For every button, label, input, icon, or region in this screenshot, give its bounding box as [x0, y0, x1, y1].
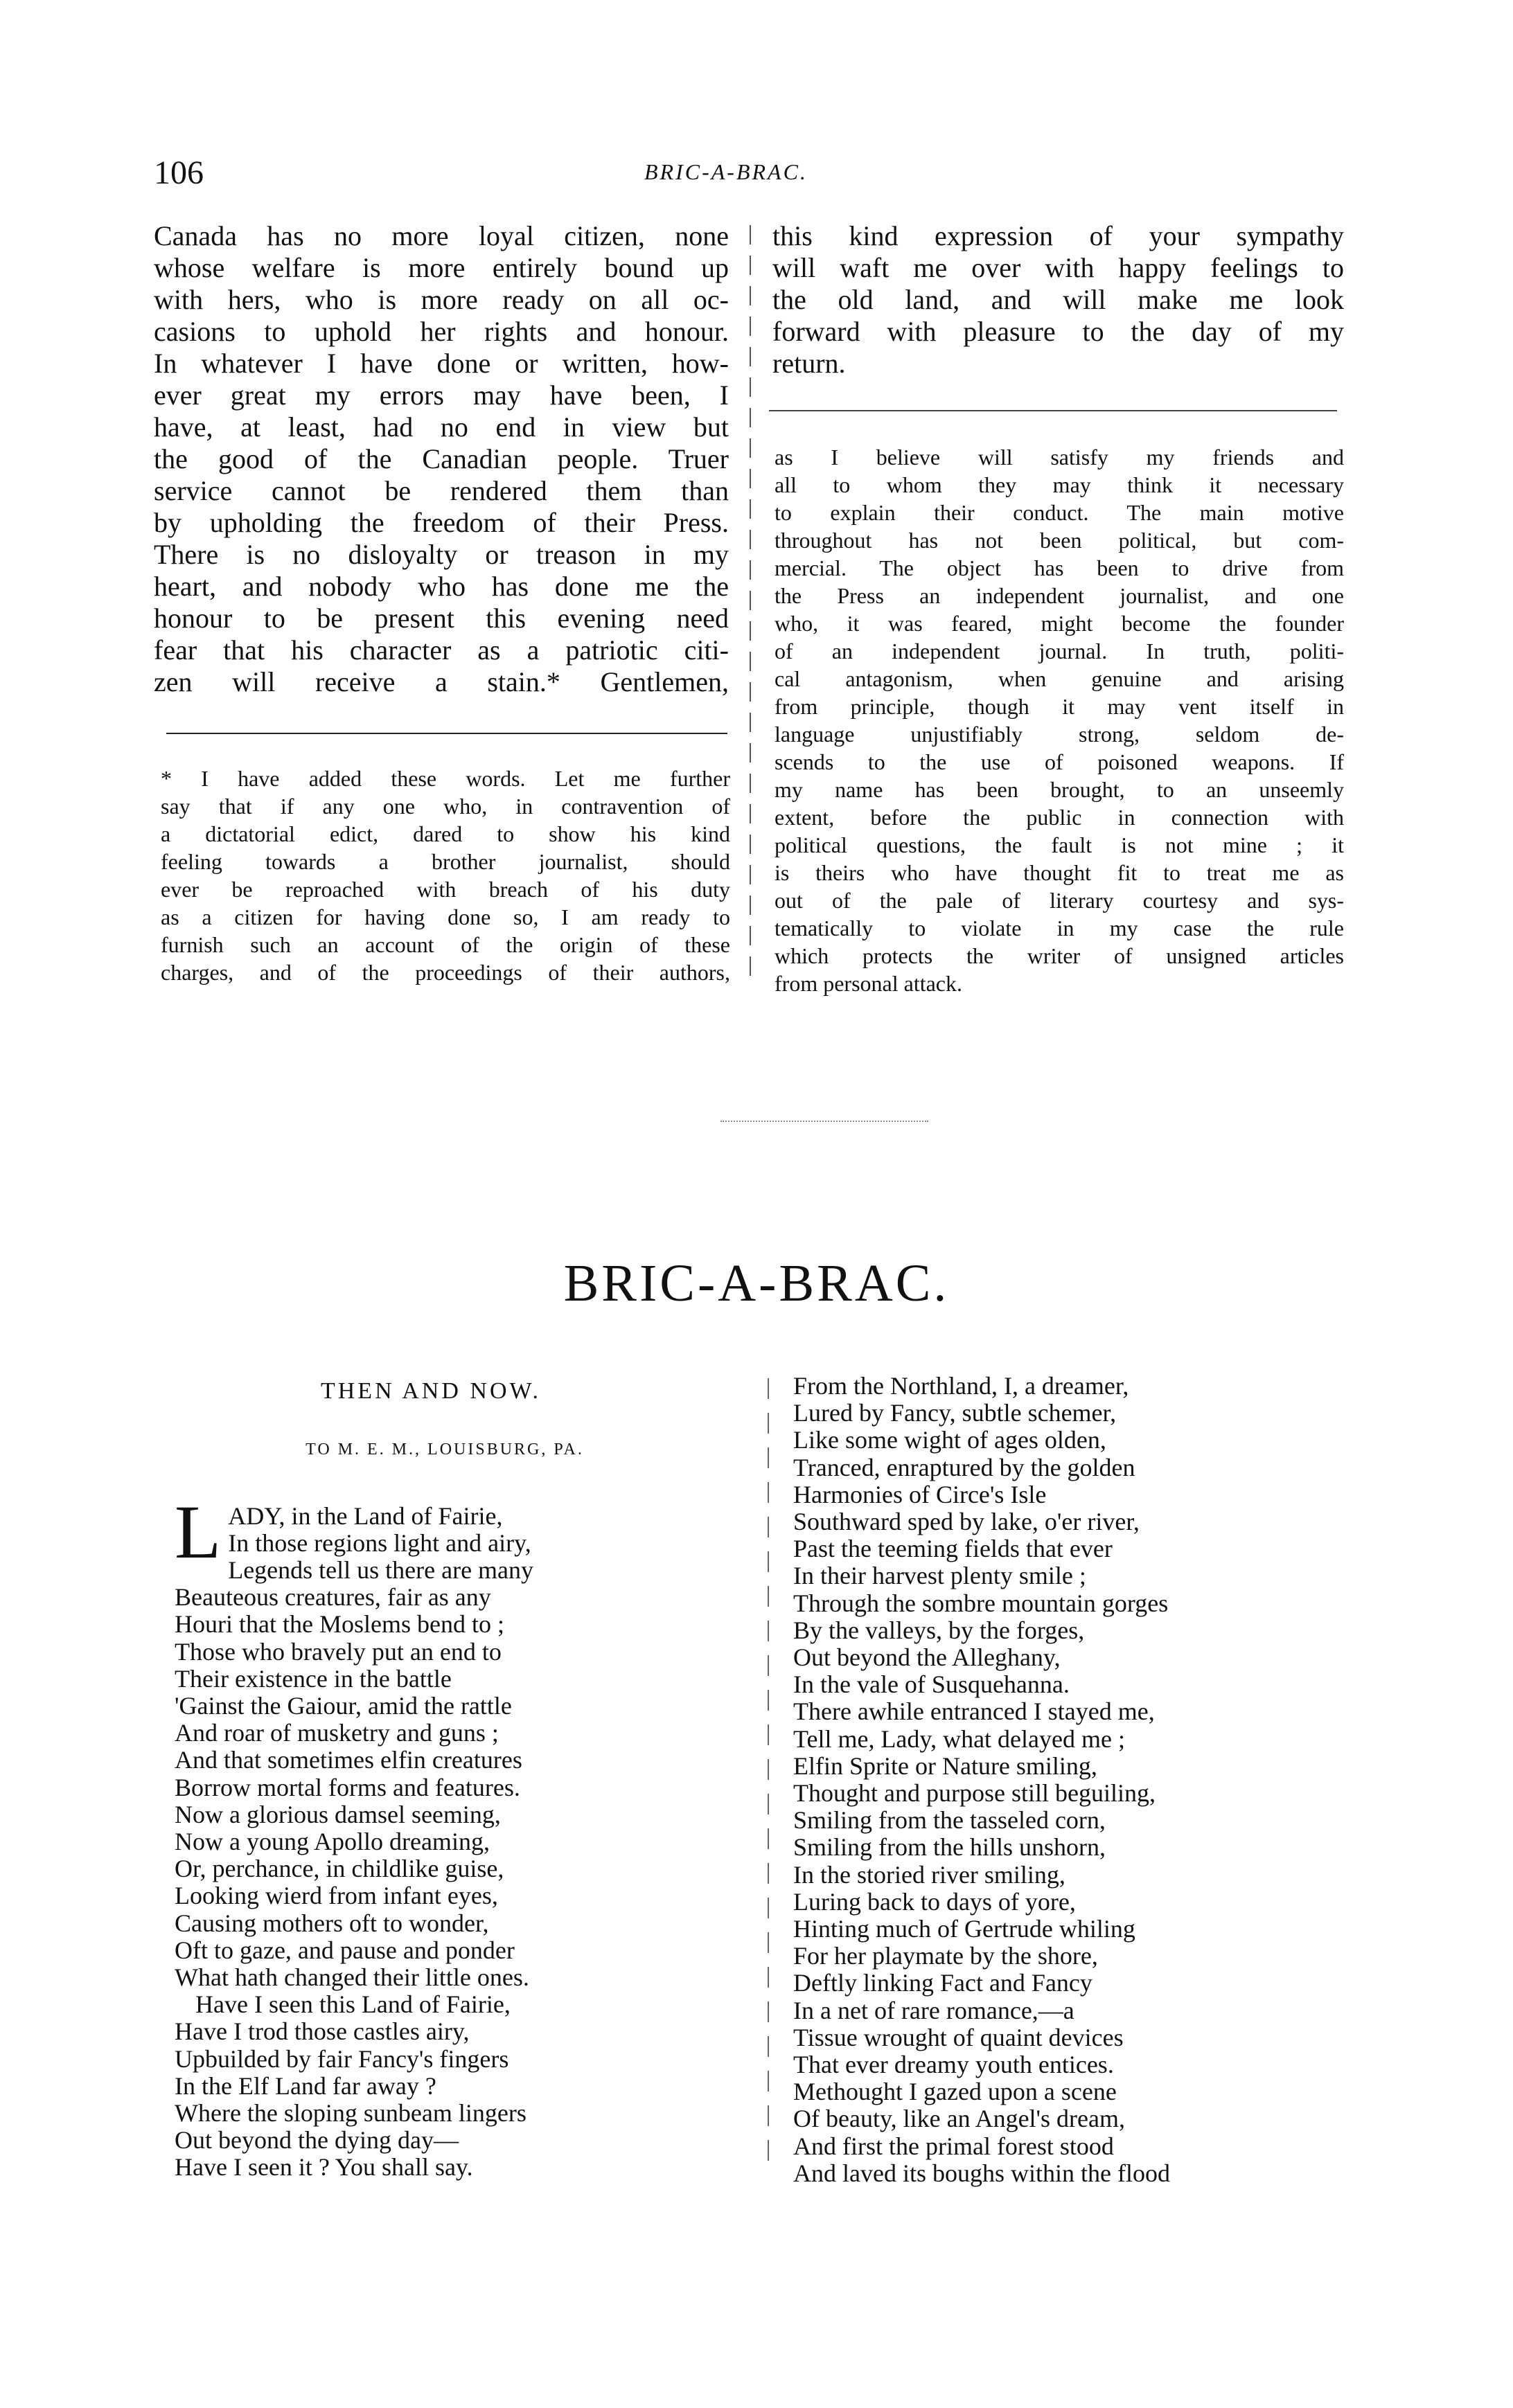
- footnote-line: who, it was feared, might become the founder: [775, 611, 1344, 636]
- poem-line: Methought I gazed upon a scene: [793, 2078, 1117, 2106]
- poem-title: THEN AND NOW.: [320, 1378, 541, 1404]
- poem-line: Thought and purpose still beguiling,: [793, 1779, 1156, 1808]
- poem-line: In the Elf Land far away ?: [175, 2071, 436, 2100]
- footnote-rule-right: [769, 410, 1337, 411]
- right-line: forward with pleasure to the day of my: [772, 316, 1344, 347]
- poem-dedication: TO M. E. M., LOUISBURG, PA.: [306, 1441, 584, 1459]
- poem-left-column: [175, 1490, 743, 2182]
- poem-line: Lured by Fancy, subtle schemer,: [793, 1399, 1117, 1427]
- footnote-line: throughout has not been political, but com-: [775, 528, 1344, 553]
- footnote-line: language unjustifiably strong, seldom de-: [775, 722, 1344, 747]
- footnote-line: from personal attack.: [775, 971, 962, 996]
- poem-line: Hinting much of Gertrude whiling: [793, 1915, 1135, 1943]
- poem-line: And first the primal forest stood: [793, 2132, 1114, 2160]
- left-line: ever great my errors may have been, I: [154, 380, 729, 411]
- poem-line: Smiling from the hills unshorn,: [793, 1833, 1106, 1862]
- footnote-line: feeling towards a brother journalist, should: [161, 849, 730, 874]
- footnote-line: ever be reproached with breach of his duty: [161, 877, 730, 902]
- poem-line: Tell me, Lady, what delayed me ;: [793, 1724, 1125, 1753]
- footnote-line: out of the pale of literary courtesy and sys-: [775, 888, 1344, 913]
- left-line: with hers, who is more ready on all oc-: [154, 284, 729, 315]
- poem-line: Looking wierd from infant eyes,: [175, 1882, 498, 1910]
- left-line: fear that his character as a patriotic citi-: [154, 634, 729, 666]
- footnote-line: as a citizen for having done so, I am ready to: [161, 904, 730, 929]
- column-divider: [750, 225, 751, 980]
- poem-line: Those who bravely put an end to: [175, 1637, 502, 1666]
- left-column-text: [154, 220, 729, 698]
- footnote-line: from principle, though it may vent itself in: [775, 694, 1344, 719]
- poem-line: Houri that the Moslems bend to ;: [175, 1610, 504, 1639]
- right-footnote: [775, 443, 1344, 997]
- poem-line: Causing mothers oft to wonder,: [175, 1909, 489, 1937]
- poem-line: Out beyond the Alleghany,: [793, 1643, 1061, 1672]
- poem-line: Upbuilded by fair Fancy's fingers: [175, 2044, 509, 2073]
- footnote-line: mercial. The object has been to drive from: [775, 555, 1344, 580]
- footnote-line: as I believe will satisfy my friends and: [775, 445, 1344, 470]
- poem-line: In those regions light and airy,: [228, 1529, 531, 1558]
- footnote-line: the Press an independent journalist, and one: [775, 583, 1344, 608]
- poem-line: Now a young Apollo dreaming,: [175, 1828, 490, 1856]
- poem-line: And laved its boughs within the flood: [793, 2159, 1170, 2187]
- poem-line: In the storied river smiling,: [793, 1860, 1065, 1889]
- poem-line: Have I trod those castles airy,: [175, 2017, 470, 2046]
- footnote-line: extent, before the public in connection with: [775, 805, 1344, 830]
- right-line: the old land, and will make me look: [772, 284, 1344, 315]
- left-line: have, at least, had no end in view but: [154, 411, 729, 443]
- poem-line: In a net of rare romance,—a: [793, 1996, 1074, 2024]
- footnote-line: furnish such an account of the origin of these: [161, 932, 730, 957]
- left-line: by upholding the freedom of their Press.: [154, 507, 729, 538]
- poem-line: Elfin Sprite or Nature smiling,: [793, 1751, 1097, 1780]
- poem-line: In the vale of Susquehanna.: [793, 1670, 1070, 1699]
- poem-line: Legends tell us there are many: [228, 1556, 534, 1584]
- left-line: casions to uphold her rights and honour.: [154, 316, 729, 347]
- footnote-line: of an independent journal. In truth, politi-: [775, 639, 1344, 663]
- poem-line: Beauteous creatures, fair as any: [175, 1583, 491, 1612]
- poem-line: Oft to gaze, and pause and ponder: [175, 1936, 515, 1964]
- footnote-line: a dictatorial edict, dared to show his kind: [161, 821, 730, 846]
- page-number: 106: [154, 154, 204, 191]
- left-footnote: [161, 765, 730, 986]
- left-line: Canada has no more loyal citizen, none: [154, 220, 729, 251]
- poem-line: Southward sped by lake, o'er river,: [793, 1508, 1140, 1536]
- left-line: honour to be present this evening need: [154, 603, 729, 634]
- running-title: BRIC-A-BRAC.: [644, 159, 808, 184]
- poem-line: Luring back to days of yore,: [793, 1887, 1076, 1916]
- poem-line: And that sometimes elfin creatures: [175, 1746, 522, 1774]
- poem-line: Through the sombre mountain gorges: [793, 1589, 1169, 1617]
- left-line: zen will receive a stain.* Gentlemen,: [154, 666, 729, 697]
- footnote-line: is theirs who have thought fit to treat me as: [775, 860, 1344, 885]
- footnote-line: scends to the use of poisoned weapons. If: [775, 749, 1344, 774]
- poem-line: By the valleys, by the forges,: [793, 1616, 1085, 1644]
- left-line: heart, and nobody who has done me the: [154, 571, 729, 602]
- right-line: will waft me over with happy feelings to: [772, 252, 1344, 283]
- poem-line: Where the sloping sunbeam lingers: [175, 2099, 527, 2128]
- footnote-line: * I have added these words. Let me further: [161, 766, 730, 791]
- poem-line: There awhile entranced I stayed me,: [793, 1697, 1155, 1726]
- poem-line: In their harvest plenty smile ;: [793, 1562, 1086, 1590]
- footnote-line: say that if any one who, in contravention of: [161, 794, 730, 819]
- poem-line: Borrow mortal forms and features.: [175, 1773, 520, 1801]
- poem-line: Past the teeming fields that ever: [793, 1535, 1113, 1563]
- left-line: the good of the Canadian people. Truer: [154, 443, 729, 474]
- poem-line: Like some wight of ages olden,: [793, 1426, 1106, 1454]
- poem-line: ADY, in the Land of Fairie,: [228, 1502, 503, 1530]
- poem-right-column: [793, 1373, 1361, 2187]
- footnote-line: all to whom they may think it necessary: [775, 472, 1344, 497]
- poem-line: 'Gainst the Gaiour, amid the rattle: [175, 1692, 512, 1720]
- footnote-line: which protects the writer of unsigned articles: [775, 943, 1344, 968]
- poem-line: From the Northland, I, a dreamer,: [793, 1372, 1129, 1400]
- poem-line: Tissue wrought of quaint devices: [793, 2023, 1124, 2051]
- footnote-line: tematically to violate in my case the rule: [775, 916, 1344, 940]
- right-line: return.: [772, 348, 846, 379]
- poem-line: Smiling from the tasseled corn,: [793, 1806, 1106, 1835]
- poem-line: And roar of musketry and guns ;: [175, 1719, 499, 1747]
- poem-line: That ever dreamy youth entices.: [793, 2051, 1114, 2079]
- poem-line: Out beyond the dying day—: [175, 2126, 459, 2155]
- footnote-line: political questions, the fault is not mine ; it: [775, 832, 1344, 857]
- poem-line: Their existence in the battle: [175, 1664, 452, 1693]
- left-line: whose welfare is more entirely bound up: [154, 252, 729, 283]
- poem-line: Have I seen this Land of Fairie,: [195, 1990, 511, 2019]
- section-title: BRIC-A-BRAC.: [563, 1254, 950, 1312]
- poem-line: Or, perchance, in childlike guise,: [175, 1855, 504, 1883]
- drop-cap: L: [175, 1490, 222, 1574]
- section-ornament: [720, 1121, 928, 1122]
- poem-line: Have I seen it ? You shall say.: [175, 2153, 473, 2182]
- footnote-line: my name has been brought, to an unseemly: [775, 777, 1344, 802]
- poem-line: What hath changed their little ones.: [175, 1963, 529, 1992]
- poem-line: Deftly linking Fact and Fancy: [793, 1969, 1092, 1997]
- footnote-line: charges, and of the proceedings of their authors,: [161, 960, 730, 985]
- right-column-text: [772, 220, 1344, 380]
- poem-line: Now a glorious damsel seeming,: [175, 1800, 501, 1828]
- left-line: In whatever I have done or written, how-: [154, 348, 729, 379]
- poem-line: Harmonies of Circe's Isle: [793, 1480, 1047, 1508]
- footnote-rule-left: [166, 733, 727, 734]
- poem-column-divider: [768, 1378, 769, 2175]
- poem-line: Of beauty, like an Angel's dream,: [793, 2105, 1126, 2133]
- left-line: service cannot be rendered them than: [154, 475, 729, 506]
- poem-line: Tranced, enraptured by the golden: [793, 1453, 1135, 1481]
- left-line: There is no disloyalty or treason in my: [154, 539, 729, 570]
- right-line: this kind expression of your sympathy: [772, 220, 1344, 251]
- footnote-line: cal antagonism, when genuine and arising: [775, 666, 1344, 691]
- footnote-line: to explain their conduct. The main motive: [775, 500, 1344, 525]
- poem-line: For her playmate by the shore,: [793, 1942, 1098, 1970]
